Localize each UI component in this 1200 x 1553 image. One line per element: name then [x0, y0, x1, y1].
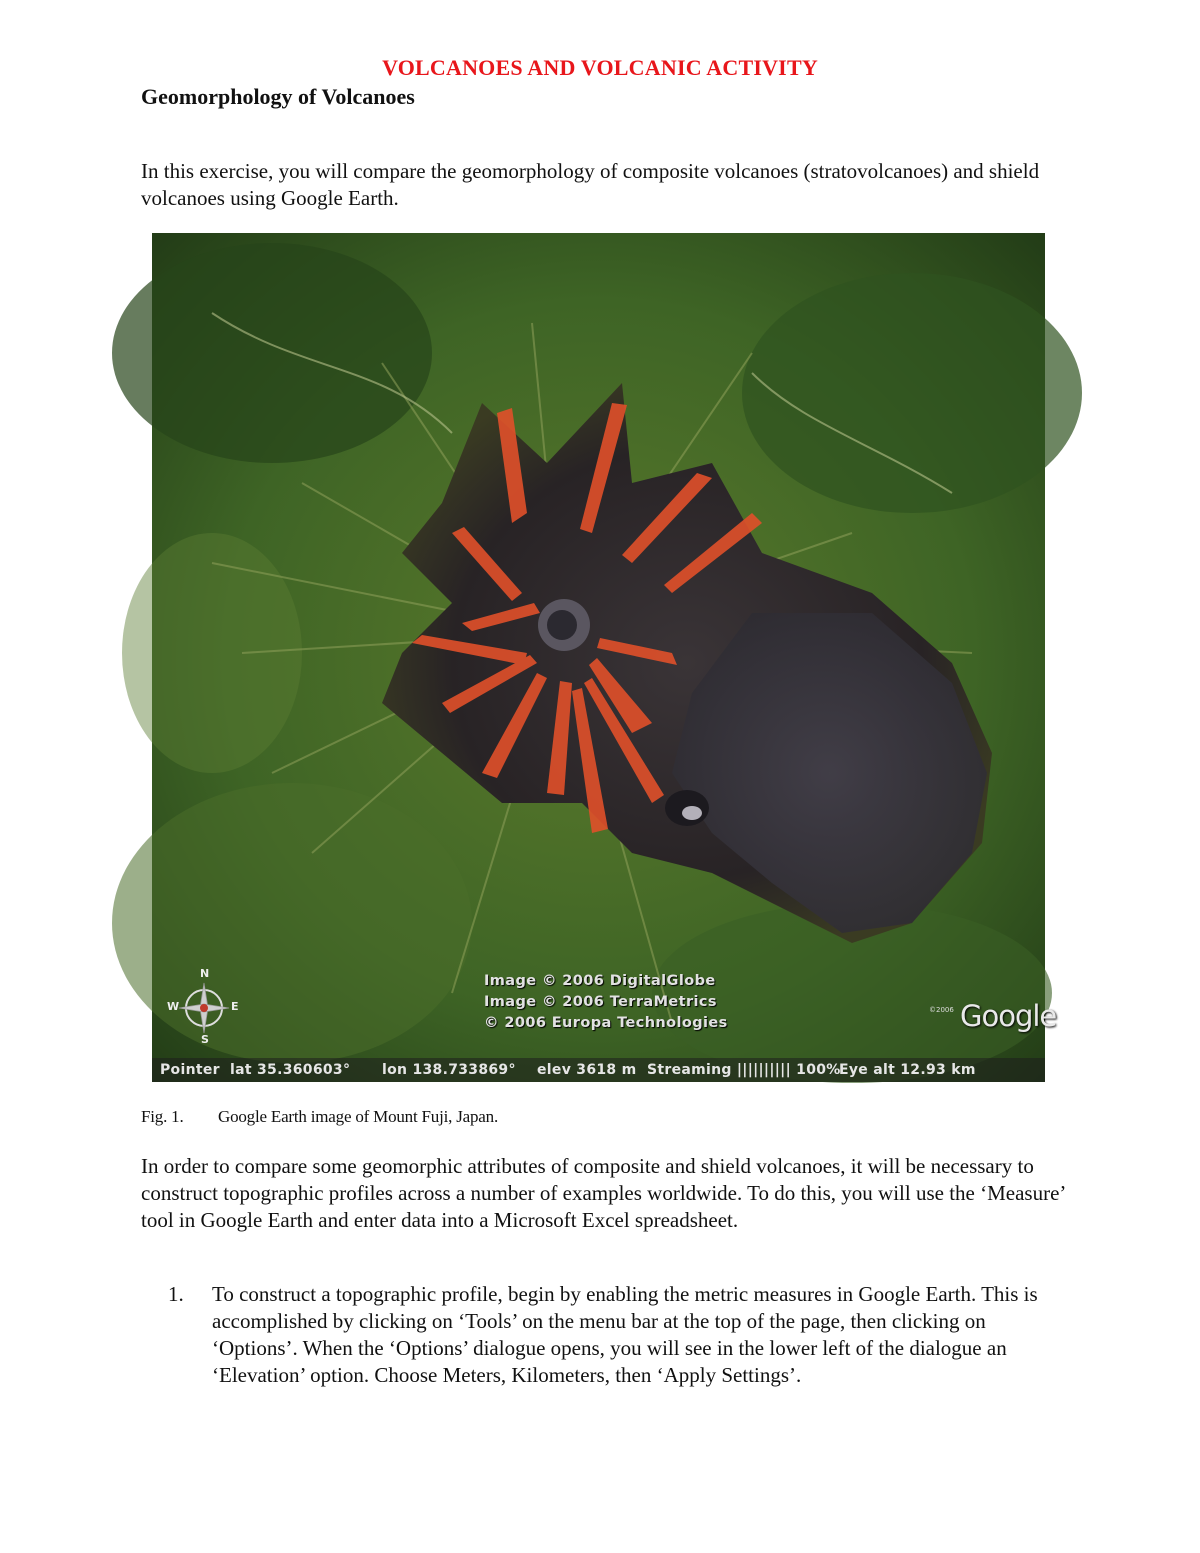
compass-south-label: S — [201, 1033, 209, 1046]
figure-caption-text: Google Earth image of Mount Fuji, Japan. — [218, 1107, 499, 1126]
streaming-status: Streaming |||||||||| 100% — [647, 1062, 841, 1078]
volcano-terrain-illustration — [152, 233, 1045, 1082]
eye-altitude-readout: Eye alt 12.93 km — [839, 1062, 976, 1078]
credit-line: Image © 2006 TerraMetrics — [484, 994, 717, 1010]
section-heading: Geomorphology of Volcanoes — [141, 84, 415, 109]
list-item — [168, 1281, 1068, 1389]
status-bar — [152, 1058, 1045, 1082]
compass-rose[interactable] — [167, 967, 239, 1048]
compass-north-label: N — [200, 967, 210, 980]
body-paragraph: In order to compare some geomorphic attributes of composite and shield volcanoes, it will be necessary to construct topographic profiles across a number of examples worldwide. To do this, you will use the ‘Measure’ tool in Google Earth and enter data into a Microsoft Excel spreadsheet. — [141, 1154, 1065, 1232]
figure-caption — [141, 1107, 498, 1127]
credit-line: © 2006 Europa Technologies — [484, 1015, 728, 1031]
pointer-label: Pointer — [160, 1062, 220, 1078]
compass-east-label: E — [231, 1000, 239, 1013]
intro-paragraph: In this exercise, you will compare the geomorphology of composite volcanoes (stratovolcanoes) and shield volcanoes using Google Earth. — [141, 159, 1040, 210]
figure-number: Fig. 1. — [141, 1107, 184, 1126]
image-credits — [484, 971, 728, 1034]
document-title: VOLCANOES AND VOLCANIC ACTIVITY — [382, 55, 818, 80]
list-item-text: To construct a topographic profile, begin by enabling the metric measures in Google Earth. This is accomplished by clicking on ‘Tools’ on the menu bar at the top of the page, then clicking on ‘Options’. When the ‘Options’ dialogue opens, you will see in the lower left of the dialogue an ‘Elevation’ option. Choose Meters, Kilometers, then ‘Apply Settings’. — [212, 1282, 1038, 1387]
longitude-readout: lon 138.733869° — [382, 1062, 516, 1078]
list-item-number: 1. — [168, 1282, 184, 1306]
elevation-readout: elev 3618 m — [537, 1062, 637, 1078]
google-logo: Google — [960, 999, 1057, 1033]
google-logo-copyright: ©2006 — [929, 1006, 954, 1014]
compass-west-label: W — [167, 1000, 180, 1013]
satellite-image-mount-fuji — [152, 233, 1057, 1082]
latitude-readout: lat 35.360603° — [230, 1062, 351, 1078]
credit-line: Image © 2006 DigitalGlobe — [484, 973, 716, 989]
